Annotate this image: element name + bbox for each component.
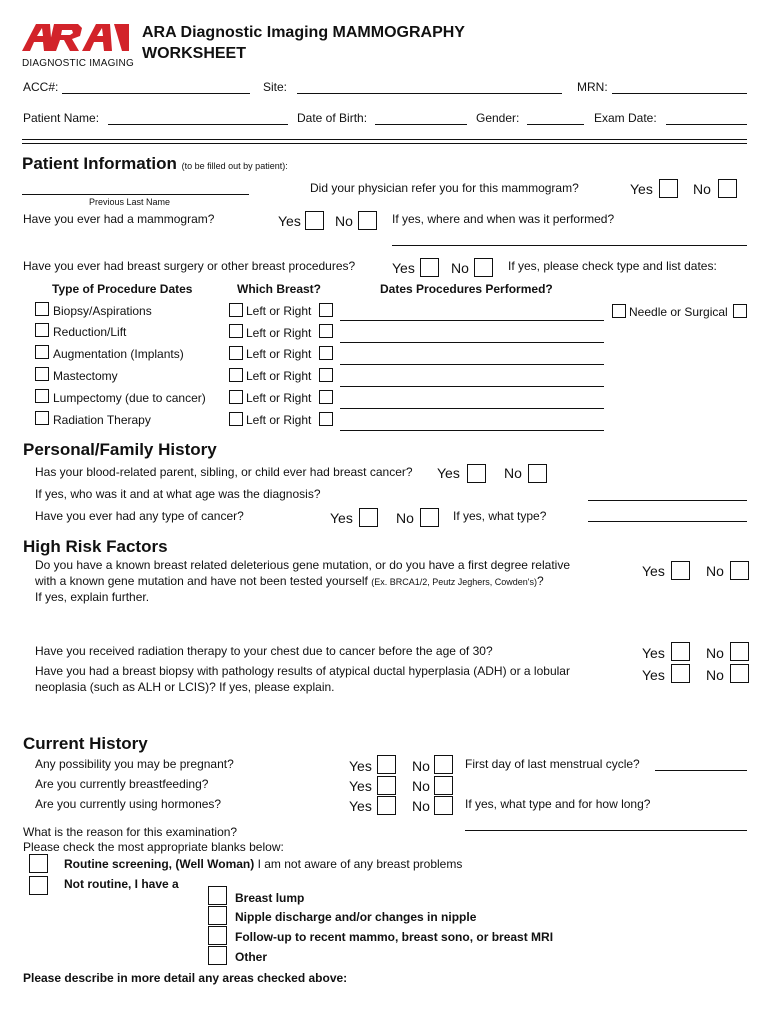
- pregnant-no-checkbox[interactable]: [434, 755, 453, 774]
- menstrual-field[interactable]: [655, 770, 747, 771]
- breast-lump-label: Breast lump: [235, 891, 305, 905]
- family-cancer-no-checkbox[interactable]: [528, 464, 547, 483]
- procedure-checkbox[interactable]: [35, 367, 49, 381]
- hormones-no-label: No: [412, 798, 430, 814]
- breast-checkbox[interactable]: [229, 390, 243, 404]
- radiation-yes-checkbox[interactable]: [671, 642, 690, 661]
- procedure-date-field[interactable]: [340, 320, 604, 321]
- mrn-field[interactable]: [612, 93, 747, 94]
- breastfeeding-yes-label: Yes: [349, 778, 372, 794]
- any-cancer-yes-checkbox[interactable]: [359, 508, 378, 527]
- nipple-discharge-checkbox[interactable]: [208, 906, 227, 925]
- biopsy-question-line1: Have you had a breast biopsy with pathology results of atypical ductal hyperplasia (ADH) or a lobular: [35, 664, 570, 678]
- routine-label-bold: Routine screening, (Well Woman): [64, 857, 255, 871]
- routine-label-rest: I am not aware of any breast problems: [254, 857, 463, 871]
- biopsy-question-line2: neoplasia (such as ALH or LCIS)? If yes, please explain.: [35, 680, 335, 694]
- hormones-type-label: If yes, what type and for how long?: [465, 797, 651, 811]
- family-who-question: If yes, who was it and at what age was the diagnosis?: [35, 487, 321, 501]
- needle-checkbox-right[interactable]: [733, 304, 747, 318]
- patient-info-note: (to be filled out by patient):: [181, 161, 288, 171]
- gene-question-line2: [35, 574, 544, 588]
- acc-label: ACC#:: [23, 80, 59, 94]
- logo-subtitle: DIAGNOSTIC IMAGING: [22, 58, 134, 69]
- breastfeeding-question: Are you currently breastfeeding?: [35, 777, 209, 791]
- left-or-right-label: Left or Right: [246, 369, 312, 383]
- breast-checkbox[interactable]: [229, 324, 243, 338]
- patient-info-title: Patient Information: [22, 154, 177, 173]
- physician-yes-label: Yes: [630, 181, 653, 197]
- logo-mark: [22, 22, 130, 52]
- reason-question: What is the reason for this examination?: [23, 825, 238, 839]
- procedure-date-field[interactable]: [340, 386, 604, 387]
- radiation-no-checkbox[interactable]: [730, 642, 749, 661]
- procedure-label: Radiation Therapy: [53, 413, 151, 427]
- cancer-type-field[interactable]: [588, 521, 747, 522]
- where-when-field[interactable]: [392, 245, 747, 246]
- any-cancer-no-checkbox[interactable]: [420, 508, 439, 527]
- not-routine-checkbox[interactable]: [29, 876, 48, 895]
- menstrual-label: First day of last menstrual cycle?: [465, 757, 640, 771]
- gene-question-end: ?: [537, 574, 544, 588]
- family-cancer-yes-label: Yes: [437, 465, 460, 481]
- breast-checkbox[interactable]: [319, 303, 333, 317]
- logo: [22, 22, 134, 69]
- patient-info-heading: [22, 154, 288, 174]
- mammogram-yes-label: Yes: [278, 213, 301, 229]
- col-type-header: Type of Procedure Dates: [52, 282, 193, 296]
- routine-label: [64, 857, 462, 871]
- check-instructions: Please check the most appropriate blanks below:: [23, 840, 284, 854]
- procedure-label: Mastectomy: [53, 369, 118, 383]
- any-cancer-no-label: No: [396, 510, 414, 526]
- radiation-yes-label: Yes: [642, 645, 665, 661]
- family-who-field[interactable]: [588, 500, 747, 501]
- nipple-discharge-label: Nipple discharge and/or changes in nipple: [235, 910, 477, 924]
- gene-question-line1: Do you have a known breast related deleterious gene mutation, or do you have a first degree relative: [35, 558, 570, 572]
- routine-checkbox[interactable]: [29, 854, 48, 873]
- radiation-no-label: No: [706, 645, 724, 661]
- biopsy-yes-checkbox[interactable]: [671, 664, 690, 683]
- biopsy-yes-label: Yes: [642, 667, 665, 683]
- family-history-heading: Personal/Family History: [23, 440, 217, 459]
- dob-label: Date of Birth:: [297, 111, 368, 125]
- breastfeeding-no-checkbox[interactable]: [434, 776, 453, 795]
- procedure-checkbox[interactable]: [35, 389, 49, 403]
- previous-last-name-label: Previous Last Name: [89, 197, 171, 207]
- surgery-no-checkbox[interactable]: [474, 258, 493, 277]
- mammogram-no-checkbox[interactable]: [358, 211, 377, 230]
- pregnant-yes-checkbox[interactable]: [377, 755, 396, 774]
- left-or-right-label: Left or Right: [246, 347, 312, 361]
- breast-checkbox[interactable]: [319, 324, 333, 338]
- left-or-right-label: Left or Right: [246, 391, 312, 405]
- procedure-checkbox[interactable]: [35, 411, 49, 425]
- breastfeeding-no-label: No: [412, 778, 430, 794]
- family-cancer-yes-checkbox[interactable]: [467, 464, 486, 483]
- header-divider: [22, 139, 747, 144]
- mammogram-yes-checkbox[interactable]: [305, 211, 324, 230]
- biopsy-no-label: No: [706, 667, 724, 683]
- mammogram-no-label: No: [335, 213, 353, 229]
- breast-checkbox[interactable]: [319, 368, 333, 382]
- breast-checkbox[interactable]: [319, 390, 333, 404]
- risk-heading: High Risk Factors: [23, 537, 168, 556]
- procedure-date-field[interactable]: [340, 364, 604, 365]
- check-type-label: If yes, please check type and list dates:: [508, 259, 717, 273]
- procedure-checkbox[interactable]: [35, 345, 49, 359]
- needle-or-surgical-label: Needle or Surgical: [629, 305, 728, 319]
- where-when-label: If yes, where and when was it performed?: [392, 212, 615, 226]
- gene-explain-label: If yes, explain further.: [35, 590, 150, 604]
- breast-lump-checkbox[interactable]: [208, 886, 227, 905]
- procedure-checkbox[interactable]: [35, 323, 49, 337]
- describe-label: Please describe in more detail any areas checked above:: [23, 971, 348, 985]
- mammogram-question: Have you ever had a mammogram?: [23, 212, 215, 226]
- exam-date-field[interactable]: [666, 124, 747, 125]
- breastfeeding-yes-checkbox[interactable]: [377, 776, 396, 795]
- left-or-right-label: Left or Right: [246, 304, 312, 318]
- hormones-no-checkbox[interactable]: [434, 796, 453, 815]
- breast-checkbox[interactable]: [229, 346, 243, 360]
- hormones-type-field[interactable]: [465, 830, 747, 831]
- mrn-label: MRN:: [577, 80, 608, 94]
- gender-field[interactable]: [527, 124, 584, 125]
- physician-no-label: No: [693, 181, 711, 197]
- breast-checkbox[interactable]: [229, 368, 243, 382]
- pregnant-no-label: No: [412, 758, 430, 774]
- radiation-question: Have you received radiation therapy to your chest due to cancer before the age of 30?: [35, 644, 493, 658]
- procedure-label: Lumpectomy (due to cancer): [53, 391, 206, 405]
- site-field[interactable]: [297, 93, 562, 94]
- current-history-heading: Current History: [23, 734, 148, 753]
- col-breast-header: Which Breast?: [237, 282, 322, 296]
- hormones-yes-label: Yes: [349, 798, 372, 814]
- pregnant-yes-label: Yes: [349, 758, 372, 774]
- physician-no-checkbox[interactable]: [718, 179, 737, 198]
- procedure-checkbox[interactable]: [35, 302, 49, 316]
- col-dates-header: Dates Procedures Performed?: [380, 282, 553, 296]
- acc-field[interactable]: [62, 93, 250, 94]
- gene-no-checkbox[interactable]: [730, 561, 749, 580]
- breast-checkbox[interactable]: [319, 412, 333, 426]
- exam-date-label: Exam Date:: [594, 111, 657, 125]
- breast-checkbox[interactable]: [319, 346, 333, 360]
- procedure-label: Reduction/Lift: [53, 325, 127, 339]
- breast-checkbox[interactable]: [229, 412, 243, 426]
- follow-up-checkbox[interactable]: [208, 926, 227, 945]
- patient-name-label: Patient Name:: [23, 111, 100, 125]
- follow-up-label: Follow-up to recent mammo, breast sono, or breast MRI: [235, 930, 554, 944]
- dob-field[interactable]: [375, 124, 467, 125]
- page-title-line2: WORKSHEET: [142, 45, 246, 62]
- other-checkbox[interactable]: [208, 946, 227, 965]
- left-or-right-label: Left or Right: [246, 413, 312, 427]
- gene-no-label: No: [706, 563, 724, 579]
- hormones-question: Are you currently using hormones?: [35, 797, 222, 811]
- gene-question-text: with a known gene mutation and have not been tested yourself: [35, 574, 368, 588]
- left-or-right-label: Left or Right: [246, 326, 312, 340]
- any-cancer-yes-label: Yes: [330, 510, 353, 526]
- procedure-label: Augmentation (Implants): [53, 347, 184, 361]
- previous-last-name-field[interactable]: [22, 194, 249, 195]
- surgery-yes-checkbox[interactable]: [420, 258, 439, 277]
- surgery-question: Have you ever had breast surgery or other breast procedures?: [23, 259, 356, 273]
- surgery-yes-label: Yes: [392, 260, 415, 276]
- biopsy-no-checkbox[interactable]: [730, 664, 749, 683]
- family-cancer-question: Has your blood-related parent, sibling, or child ever had breast cancer?: [35, 465, 413, 479]
- procedure-label: Biopsy/Aspirations: [53, 304, 152, 318]
- surgery-no-label: No: [451, 260, 469, 276]
- family-cancer-no-label: No: [504, 465, 522, 481]
- physician-yes-checkbox[interactable]: [659, 179, 678, 198]
- patient-name-field[interactable]: [108, 124, 288, 125]
- gene-yes-checkbox[interactable]: [671, 561, 690, 580]
- procedure-date-field[interactable]: [340, 430, 604, 431]
- other-label: Other: [235, 950, 268, 964]
- physician-question: Did your physician refer you for this mammogram?: [310, 181, 579, 195]
- procedure-date-field[interactable]: [340, 408, 604, 409]
- gene-examples: (Ex. BRCA1/2, Peutz Jeghers, Cowden's): [371, 577, 538, 587]
- gene-yes-label: Yes: [642, 563, 665, 579]
- not-routine-label: Not routine, I have a: [64, 877, 179, 891]
- procedure-date-field[interactable]: [340, 342, 604, 343]
- page-title-line1: ARA Diagnostic Imaging MAMMOGRAPHY: [142, 24, 465, 41]
- needle-checkbox-left[interactable]: [612, 304, 626, 318]
- any-cancer-question: Have you ever had any type of cancer?: [35, 509, 244, 523]
- pregnant-question: Any possibility you may be pregnant?: [35, 757, 234, 771]
- breast-checkbox[interactable]: [229, 303, 243, 317]
- gender-label: Gender:: [476, 111, 520, 125]
- site-label: Site:: [263, 80, 288, 94]
- hormones-yes-checkbox[interactable]: [377, 796, 396, 815]
- cancer-type-label: If yes, what type?: [453, 509, 547, 523]
